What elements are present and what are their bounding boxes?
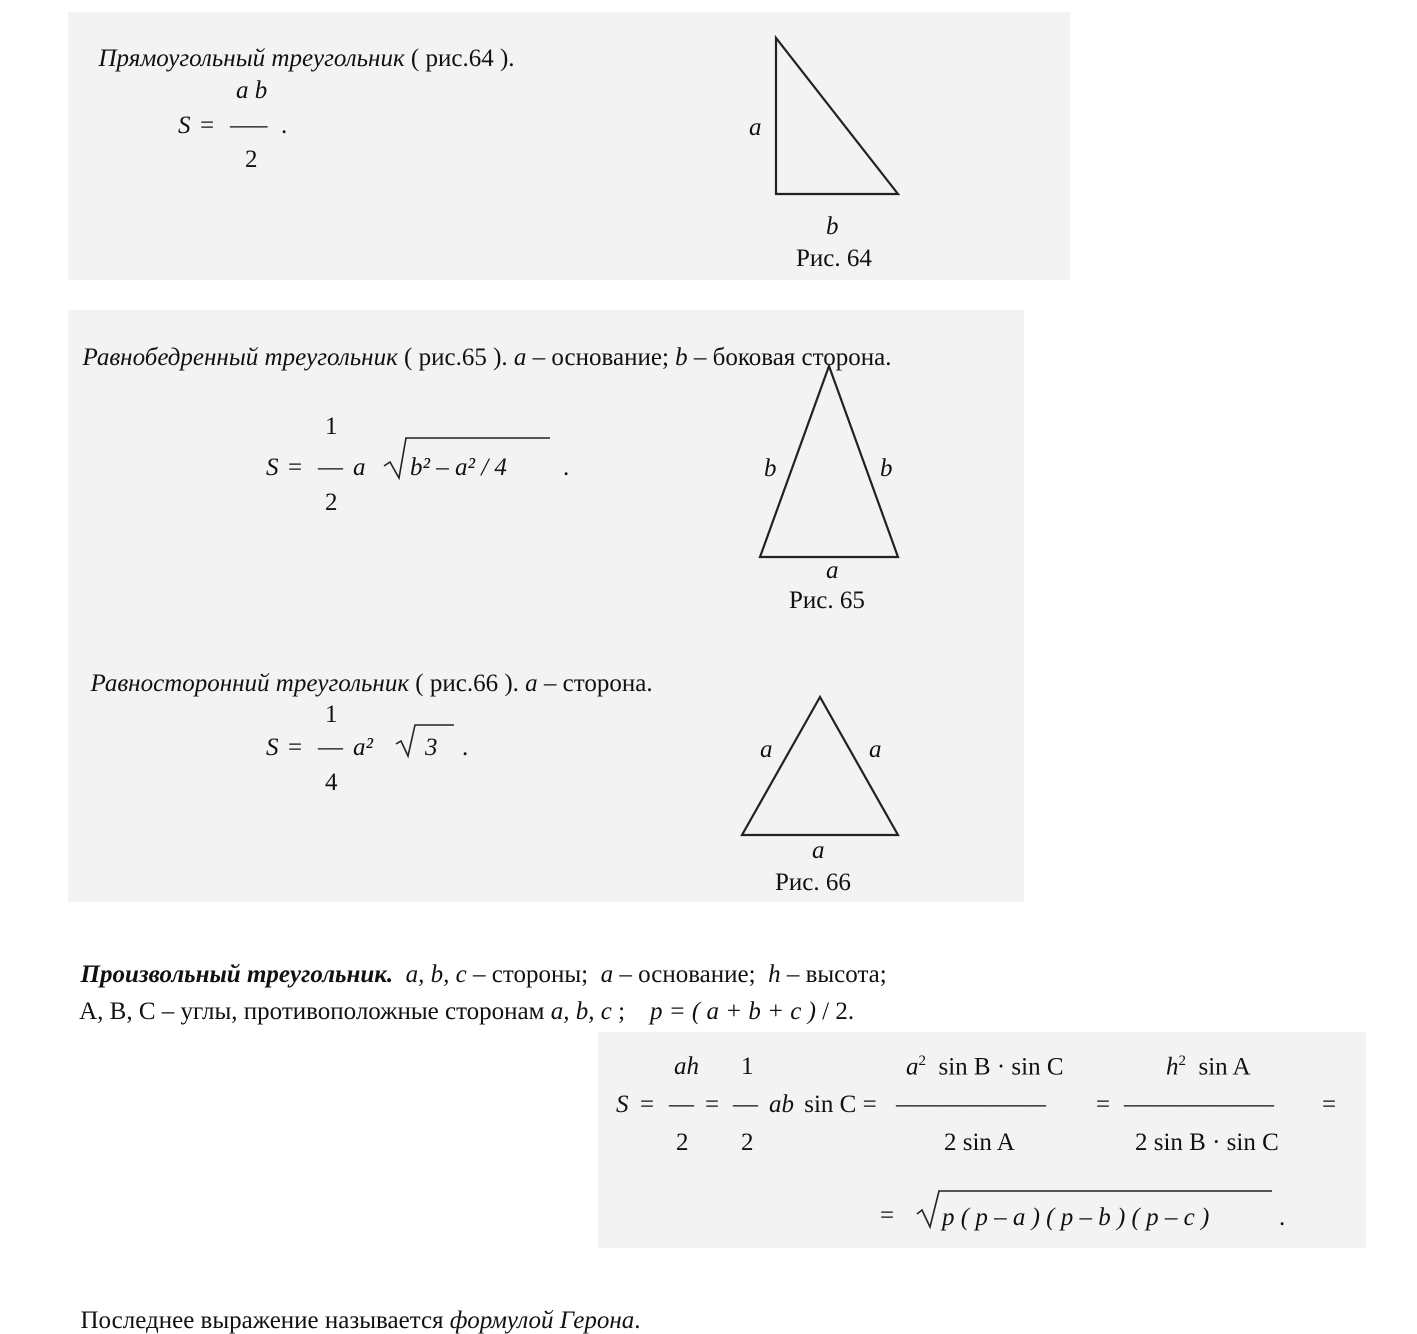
big-f4-den: 2 sin B · sin C	[1135, 1129, 1279, 1156]
sec66-formula-den: 4	[325, 769, 338, 796]
big-bar4: ––––––––––––	[1124, 1091, 1274, 1118]
sec66-heading	[78, 646, 653, 696]
sec64-ref: ( рис.64 ).	[404, 45, 515, 72]
sec66-title: Равносторонний треугольник	[90, 670, 410, 697]
sec65-formula-end: .	[563, 454, 570, 481]
sec64-formula-eq: =	[200, 112, 215, 139]
big-f3-den: 2 sin A	[944, 1129, 1015, 1156]
footer-text: Последнее выражение называется	[80, 1307, 450, 1334]
general-rest2: – основание;	[613, 961, 769, 988]
sec64-heading	[86, 21, 515, 71]
big-bar1: ––	[669, 1091, 694, 1118]
sec65-formula-bar: ––	[318, 454, 343, 481]
sec65-a-desc: – основание;	[526, 344, 676, 371]
sec65-ref: ( рис.65 ).	[397, 344, 514, 371]
fig66-label-a-bottom: a	[812, 837, 825, 864]
general-a: a	[600, 961, 614, 988]
general-title: Произвольный треугольник.	[80, 961, 394, 988]
big-bar3: ––––––––––––	[896, 1091, 1046, 1118]
general-vars: a, b, c	[393, 961, 467, 988]
big-f1-den: 2	[676, 1129, 689, 1156]
big-eq-line2: =	[880, 1202, 895, 1229]
big-f3-num	[906, 1054, 1064, 1079]
sec66-ref: ( рис.66 ).	[409, 670, 526, 697]
big-radicand: p ( p – a ) ( p – b ) ( p – c )	[942, 1204, 1210, 1231]
fig64-label-a: a	[749, 114, 762, 141]
general-line2	[68, 974, 854, 1024]
sec65-formula-S: S	[266, 454, 279, 481]
sec66-formula-end: .	[462, 734, 469, 761]
sec65-formula-den: 2	[325, 489, 338, 516]
sec65-heading	[70, 320, 891, 370]
sec65-formula-num: 1	[325, 413, 338, 440]
big-eq3: =	[1096, 1091, 1111, 1118]
fig65-label-a: a	[826, 557, 839, 584]
sec65-formula-a: a	[353, 454, 366, 481]
sec65-formula-eq: =	[288, 454, 303, 481]
big-f4-num-rest: sin A	[1186, 1053, 1251, 1081]
sec66-formula-S: S	[266, 734, 279, 761]
footer-end: .	[634, 1307, 641, 1334]
sec64-formula-S: S	[178, 112, 191, 139]
sec64-title: Прямоугольный треугольник	[98, 45, 405, 72]
panel-isosceles-triangle	[68, 310, 1024, 902]
big-S: S	[616, 1091, 629, 1118]
big-mid-ab: ab	[769, 1091, 794, 1118]
big-f4-sq: 2	[1178, 1053, 1186, 1069]
sec65-a: a	[513, 344, 527, 371]
big-f3-num-rest: sin B · sin C	[926, 1053, 1064, 1081]
sec64-formula-end: .	[281, 112, 288, 139]
general-rest: – стороны;	[466, 961, 601, 988]
big-sinC: sin C =	[798, 1091, 877, 1118]
sec66-formula-eq: =	[288, 734, 303, 761]
general-line2-sep: ;	[611, 998, 651, 1025]
sec65-formula-radicand: b² – a² / 4	[410, 454, 507, 481]
general-rest3: – высота;	[780, 961, 887, 988]
big-f2-den: 2	[741, 1129, 754, 1156]
big-f2-num: 1	[741, 1053, 754, 1080]
general-line2-text: A, B, C – углы, противоположные сторонам	[79, 998, 551, 1025]
fig65-label-b-right: b	[880, 455, 893, 482]
fig66-caption: Рис. 66	[775, 869, 851, 896]
fig65-label-b-left: b	[764, 455, 777, 482]
sec65-title: Равнобедренный треугольник	[82, 344, 398, 371]
sec64-formula-den: 2	[245, 146, 258, 173]
sec66-a-desc: – сторона.	[537, 670, 653, 697]
fig65-caption: Рис. 65	[789, 587, 865, 614]
sec64-formula-num: a b	[236, 77, 268, 104]
general-line2-end: / 2.	[815, 998, 855, 1025]
big-f3-num-a: a	[906, 1053, 919, 1081]
fig64-label-b: b	[826, 213, 839, 240]
sec66-a: a	[525, 670, 538, 697]
general-line2-vars: a, b, c	[550, 998, 612, 1025]
big-f1-num: ah	[674, 1053, 699, 1080]
big-f4-num-h: h	[1166, 1053, 1179, 1081]
fig66-label-a-left: a	[760, 736, 773, 763]
general-line2-p: p = ( a + b + c )	[650, 998, 816, 1025]
big-eq1: =	[640, 1091, 655, 1118]
big-eq4: =	[1322, 1091, 1337, 1118]
big-eq2: =	[705, 1091, 720, 1118]
sec66-formula-num: 1	[325, 701, 338, 728]
fig66-label-a-right: a	[869, 736, 882, 763]
big-f4-num	[1166, 1054, 1251, 1079]
footer-line	[68, 1283, 641, 1333]
general-h: h	[768, 961, 781, 988]
sec66-formula-bar: ––	[318, 734, 343, 761]
footer-term: формулой Герона	[449, 1307, 635, 1334]
big-end: .	[1279, 1204, 1286, 1231]
big-bar2: ––	[733, 1091, 758, 1118]
sec64-formula-bar: –––	[230, 112, 268, 139]
fig64-caption: Рис. 64	[796, 245, 872, 272]
sec66-formula-radicand: 3	[425, 734, 438, 761]
sec65-b: b	[675, 344, 688, 371]
sec65-b-desc: – боковая сторона.	[687, 344, 892, 371]
sec66-formula-a2: a²	[353, 734, 373, 761]
big-f3-sq: 2	[918, 1053, 926, 1069]
